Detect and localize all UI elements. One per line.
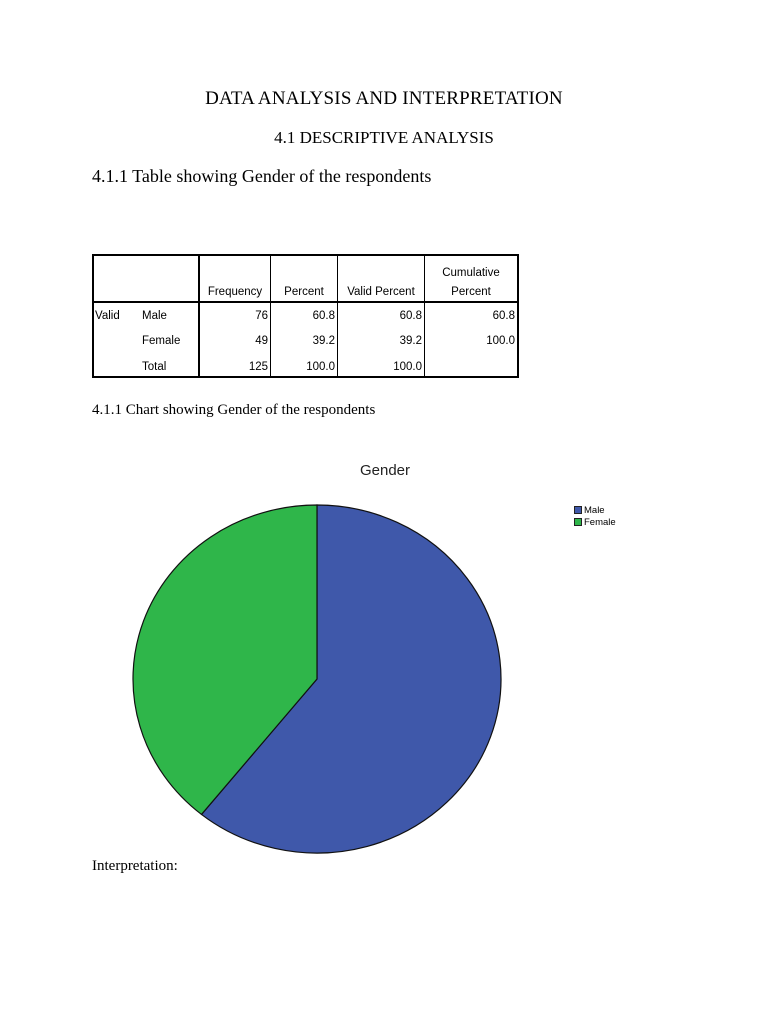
cell-female-frequency: 49 [255,335,268,347]
cell-total-percent: 100.0 [306,361,335,373]
cell-total-frequency: 125 [248,361,268,373]
pie-slices [133,505,501,853]
row-group-label: Valid [95,310,120,322]
col-header-cumulative: Cumulative [442,267,500,279]
chart-heading: 4.1.1 Chart showing Gender of the respondents [92,402,376,418]
table-heading: 4.1.1 Table showing Gender of the respondents [92,166,432,186]
cell-male-frequency: 76 [255,310,268,322]
legend-swatch-male [574,506,582,514]
legend-swatch-female [574,518,582,526]
legend-item-female [574,516,616,528]
row-label-female: Female [142,335,181,347]
cell-total-valid-percent: 100.0 [393,361,422,373]
cell-female-percent: 39.2 [312,335,335,347]
cell-female-cumulative: 100.0 [486,335,515,347]
row-label-male: Male [142,310,167,322]
legend-label-female: Female [584,516,616,528]
chart-legend [574,504,616,528]
cell-male-cumulative: 60.8 [492,310,515,322]
row-label-total: Total [142,361,167,373]
col-header-frequency: Frequency [207,286,263,298]
cell-male-percent: 60.8 [312,310,335,322]
col-header-valid-percent: Valid Percent [347,286,415,298]
chart-title: Gender [359,462,411,479]
section-heading: 4.1 DESCRIPTIVE ANALYSIS [274,128,494,147]
legend-label-male: Male [584,504,605,516]
frequency-table [92,254,519,378]
col-header-cumulative-percent: Percent [451,286,491,298]
page-title: DATA ANALYSIS AND INTERPRETATION [205,88,563,109]
cell-female-valid-percent: 39.2 [399,335,422,347]
pie-chart [110,450,530,856]
col-header-percent: Percent [284,286,324,298]
interpretation-label: Interpretation: [92,858,178,874]
cell-male-valid-percent: 60.8 [399,310,422,322]
legend-item-male [574,504,616,516]
